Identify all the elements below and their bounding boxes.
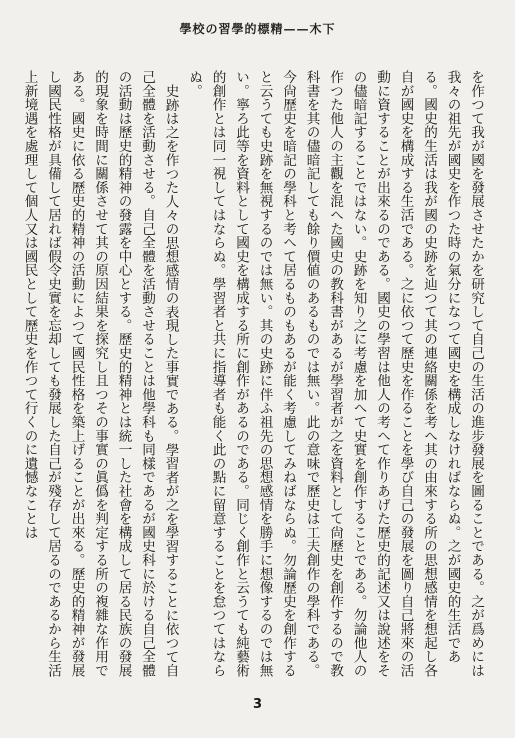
paragraph-2: 史跡は之を作つた人々の思想感情の表現した事實である。學習者が之を學習することに依つて自己全體を活動させる。自己全體を活動させることは他學科も同樣であるが國史科に於ける自己全體の活動は歷史的精神の發露を中心とする。歷史的精神とは統一した社會を構成して居る民族の發展的現象を時間に關係させて其の原因結果を探究し且つその事實の眞僞を判定する所の複雜な作用である。國史に依る歷史的精神の活動によつて國民性格を築上げることが出來る。歷史的精神が發展し國民性格が具備して居れば假令史實を忘却しても發展した自己が殘存して居るのであるから生活上新境遇を處理して個人又は國民として歷史を作つて行くのに遺憾なことは xyxy=(22,70,179,678)
page-number: 3 xyxy=(252,697,263,712)
body-text xyxy=(22,70,487,682)
running-header: 學校の習學的標精——木下 xyxy=(179,22,336,36)
paragraph-1: を作つて我が國を發展させたかを研究して自己の生活の進步發展を圖ることである。之が爲めには我々の祖先が國史を作つた時の氣分になつて國史を構成しなければならぬ。之が國史的生活である。國史的生活は我が國の史跡を辿つて其の連絡關係を考へ其の由來する所の思想感情を想起し各自が國史を構成する生活である。之に依つて歷史を作ることを學び自己の發展を圖り自己將來の活動に資することが出來るのである。國史の學習は他人の考へて作りあげた歷史的記述又は說述をその儘暗記することではない。史跡を知り之に考慮を加へて史實を創作することである。勿論他人の作つた他人の主觀を混へた國史の教科書があるが學習者が之を資料として尙歷史を創作するので教科書を其の儘暗記しても餘り價値のあるものでは無い。此の意味で歷史は工夫創作の學科である。今尙歷史を暗記の學科と考へて居るものもあるが能く考慮してみねばならぬ。勿論歷史を創作すると云うても史跡を無視するのでは無い。其の史跡に伴ふ祖先の思想感情を勝手に想像するのでは無い。寧ろ此等を資料として國史を構成する所に創作があるのである。同じく創作と云うても純藝術的創作とは同一視してはならぬ。學習者と共に指導者も能く此の點に留意することを怠つてはならぬ。 xyxy=(186,70,484,678)
